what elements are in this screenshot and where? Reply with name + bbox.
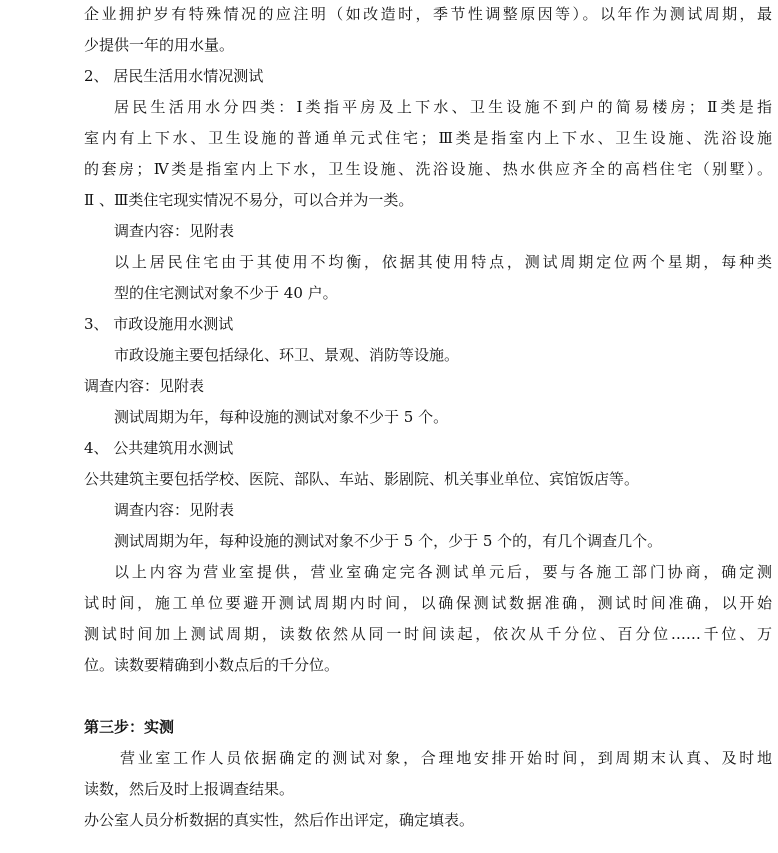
paragraph-line: 以上内容为营业室提供，营业室确定完各测试单元后，要与各施工部门协商，确定测 bbox=[114, 563, 772, 581]
paragraph-line: 位。读数要精确到小数点后的千分位。 bbox=[84, 656, 340, 674]
paragraph-line: 测试周期为年，每种设施的测试对象不少于 5 个。 bbox=[114, 408, 449, 426]
survey-content-label: 调查内容：见附表 bbox=[84, 377, 205, 395]
section-heading: 4、 公共建筑用水测试 bbox=[84, 439, 234, 457]
paragraph-line: 以上居民住宅由于其使用不均衡，依据其使用特点，测试周期定位两个星期，每种类 bbox=[114, 253, 772, 271]
paragraph-line: 营业室工作人员依据确定的测试对象，合理地安排开始时间，到周期末认真、及时地 bbox=[120, 749, 772, 767]
paragraph-line: 办公室人员分析数据的真实性，然后作出评定，确定填表。 bbox=[84, 811, 475, 829]
paragraph-line: 的套房；Ⅳ类是指室内上下水，卫生设施、洗浴设施、热水供应齐全的高档住宅（别墅）。 bbox=[84, 160, 772, 178]
paragraph-line: 测试周期为年，每种设施的测试对象不少于 5 个，少于 5 个的，有几个调查几个。 bbox=[114, 532, 663, 550]
paragraph-line: 型的住宅测试对象不少于 40 户。 bbox=[114, 284, 338, 302]
step-heading: 第三步：实测 bbox=[84, 718, 175, 736]
survey-content-label: 调查内容：见附表 bbox=[114, 222, 235, 240]
survey-content-label: 调查内容：见附表 bbox=[114, 501, 235, 519]
paragraph-line: 室内有上下水、卫生设施的普通单元式住宅；Ⅲ类是指室内上下水、卫生设施、洗浴设施 bbox=[84, 129, 772, 147]
section-heading: 2、 居民生活用水情况测试 bbox=[84, 67, 264, 85]
section-heading: 3、 市政设施用水测试 bbox=[84, 315, 234, 333]
paragraph-line: 读数，然后及时上报调查结果。 bbox=[84, 780, 295, 798]
paragraph-line: 试时间，施工单位要避开测试周期内时间，以确保测试数据准确，测试时间准确，以开始 bbox=[84, 594, 772, 612]
paragraph-line: Ⅱ 、Ⅲ类住宅现实情况不易分，可以合并为一类。 bbox=[84, 191, 414, 209]
paragraph-line: 公共建筑主要包括学校、医院、部队、车站、影剧院、机关事业单位、宾馆饭店等。 bbox=[84, 470, 640, 488]
paragraph-line: 市政设施主要包括绿化、环卫、景观、消防等设施。 bbox=[114, 346, 460, 364]
paragraph-line: 测试时间加上测试周期，读数依然从同一时间读起，依次从千分位、百分位……千位、万 bbox=[84, 625, 772, 643]
paragraph-line: 居民生活用水分四类：Ⅰ类指平房及上下水、卫生设施不到户的简易楼房；Ⅱ类是指 bbox=[114, 98, 772, 116]
paragraph-line: 少提供一年的用水量。 bbox=[84, 36, 235, 54]
paragraph-line: 企业拥护岁有特殊情况的应注明（如改造时，季节性调整原因等）。以年作为测试周期，最 bbox=[84, 5, 772, 23]
